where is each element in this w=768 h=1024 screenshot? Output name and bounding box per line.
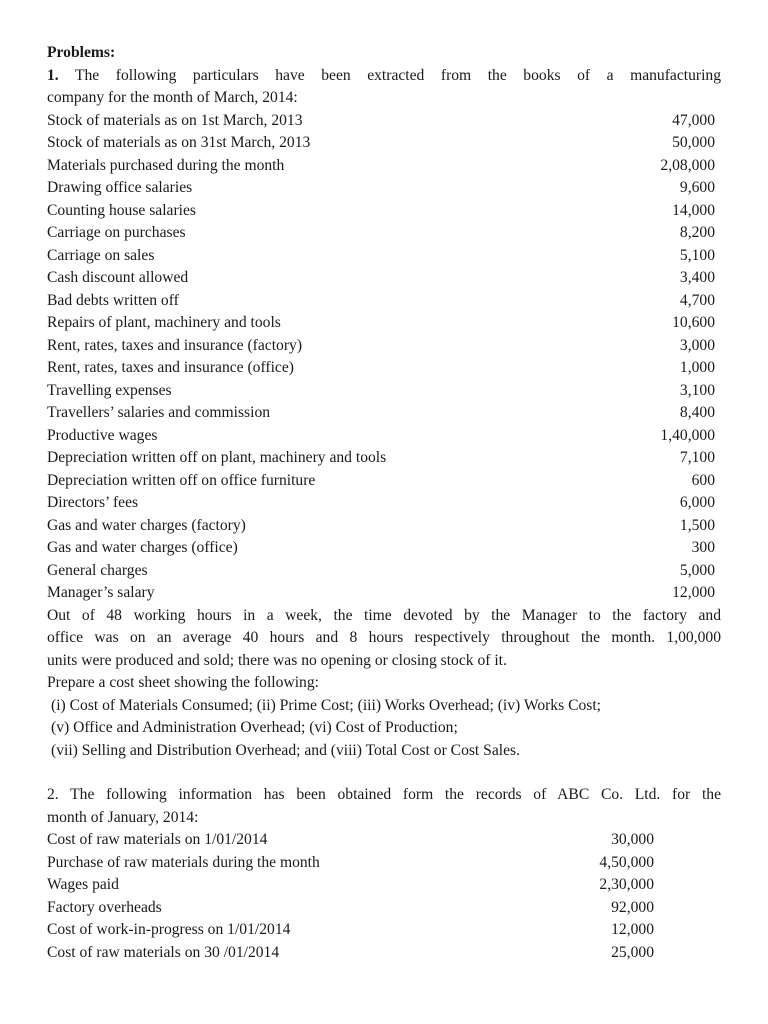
item-label: Stock of materials as on 31st March, 2013 <box>47 134 311 151</box>
list-item <box>47 402 721 425</box>
item-label: Drawing office salaries <box>47 179 193 196</box>
item-value: 6,000 <box>679 494 715 511</box>
list-item <box>47 335 721 358</box>
item-label: Travellers’ salaries and commission <box>47 404 271 421</box>
problem1-intro-line1 <box>47 65 721 88</box>
item-value: 12,000 <box>611 921 654 938</box>
item-value: 30,000 <box>611 831 654 848</box>
item-label: Stock of materials as on 1st March, 2013 <box>47 111 303 129</box>
item-value: 47,000 <box>672 111 715 129</box>
item-value: 50,000 <box>672 134 715 151</box>
item-label: General charges <box>47 561 148 579</box>
list-item <box>47 560 721 583</box>
problem1-note-line2: office was on an average 40 hours and 8 hours respectively throughout the month. 1,00,000 <box>47 629 721 646</box>
item-value: 600 <box>691 471 715 489</box>
item-value: 3,400 <box>679 269 715 286</box>
document-page <box>47 42 721 964</box>
list-item <box>47 470 721 493</box>
list-item <box>47 200 721 223</box>
item-value: 1,500 <box>679 516 715 534</box>
list-item <box>47 380 721 403</box>
item-value: 2,30,000 <box>599 876 654 893</box>
problem1-prepare: Prepare a cost sheet showing the following: <box>47 674 319 691</box>
list-item <box>47 155 721 178</box>
item-label: Bad debts written off <box>47 291 179 309</box>
list-item <box>47 582 721 605</box>
item-value: 4,700 <box>679 291 715 309</box>
item-label: Cost of work-in-progress on 1/01/2014 <box>47 921 291 938</box>
item-label: Cost of raw materials on 30 /01/2014 <box>47 943 280 961</box>
item-value: 1,000 <box>679 359 715 376</box>
item-label: Carriage on sales <box>47 246 155 264</box>
list-item <box>47 919 721 942</box>
list-item <box>47 110 721 133</box>
item-value: 9,600 <box>679 179 715 196</box>
item-label: Counting house salaries <box>47 201 196 219</box>
item-value: 2,08,000 <box>660 156 715 174</box>
item-label: Cash discount allowed <box>47 269 189 286</box>
list-item <box>47 290 721 313</box>
list-item <box>47 222 721 245</box>
item-label: Travelling expenses <box>47 381 172 399</box>
list-item <box>47 357 721 380</box>
item-label: Rent, rates, taxes and insurance (office) <box>47 359 294 376</box>
item-value: 14,000 <box>672 201 715 219</box>
item-value: 25,000 <box>611 943 654 961</box>
list-item <box>47 874 721 897</box>
item-value: 8,200 <box>679 224 715 241</box>
item-label: Materials purchased during the month <box>47 156 285 174</box>
problem1-item-list <box>47 110 721 605</box>
requirement-line: (v) Office and Administration Overhead; (vi) Cost of Production; <box>51 719 458 736</box>
problem1-intro-line2: company for the month of March, 2014: <box>47 89 298 106</box>
item-label: Depreciation written off on office furniture <box>47 471 316 489</box>
item-value: 3,000 <box>679 336 715 354</box>
list-item <box>47 942 721 965</box>
problem1-note-line3: units were produced and sold; there was no opening or closing stock of it. <box>47 651 507 669</box>
list-item <box>47 267 721 290</box>
section-gap <box>47 762 721 784</box>
item-value: 7,100 <box>679 449 715 466</box>
item-label: Gas and water charges (factory) <box>47 516 246 534</box>
problem2-intro-line2: month of January, 2014: <box>47 808 199 826</box>
item-label: Productive wages <box>47 426 158 444</box>
item-value: 8,400 <box>679 404 715 421</box>
requirement-line: (vii) Selling and Distribution Overhead; and (viii) Total Cost or Cost Sales. <box>51 741 520 759</box>
list-item <box>47 312 721 335</box>
item-value: 4,50,000 <box>599 853 654 871</box>
list-item <box>47 852 721 875</box>
item-value: 3,100 <box>679 381 715 399</box>
item-label: Repairs of plant, machinery and tools <box>47 314 281 331</box>
item-value: 300 <box>691 539 715 556</box>
list-item <box>47 897 721 920</box>
problem1-intro-text: The following particulars have been extracted from the books of a manufacturing <box>74 66 721 84</box>
item-value: 5,100 <box>679 246 715 264</box>
problem1-number: 1. <box>47 66 59 84</box>
list-item <box>47 447 721 470</box>
list-item <box>47 245 721 268</box>
item-label: Factory overheads <box>47 898 162 916</box>
problem1-note-line1: Out of 48 working hours in a week, the time devoted by the Manager to the factory and <box>47 606 721 624</box>
problem2-intro-line1: 2. The following information has been obtained form the records of ABC Co. Ltd. for the <box>47 786 721 803</box>
item-value: 10,600 <box>672 314 715 331</box>
list-item <box>47 492 721 515</box>
item-label: Manager’s salary <box>47 584 155 601</box>
item-label: Wages paid <box>47 876 119 893</box>
requirement-line: (i) Cost of Materials Consumed; (ii) Prime Cost; (iii) Works Overhead; (iv) Works Cost; <box>51 696 601 714</box>
item-label: Carriage on purchases <box>47 224 186 241</box>
item-label: Gas and water charges (office) <box>47 539 238 556</box>
item-label: Rent, rates, taxes and insurance (factory) <box>47 336 303 354</box>
list-item <box>47 515 721 538</box>
item-value: 12,000 <box>672 584 715 601</box>
item-label: Directors’ fees <box>47 494 139 511</box>
problem2-item-list <box>47 829 721 964</box>
list-item <box>47 177 721 200</box>
list-item <box>47 132 721 155</box>
list-item <box>47 829 721 852</box>
problems-heading: Problems: <box>47 44 116 61</box>
item-label: Purchase of raw materials during the month <box>47 853 320 871</box>
item-label: Depreciation written off on plant, machinery and tools <box>47 449 387 466</box>
item-label: Cost of raw materials on 1/01/2014 <box>47 831 268 848</box>
item-value: 1,40,000 <box>660 426 715 444</box>
list-item <box>47 425 721 448</box>
item-value: 5,000 <box>679 561 715 579</box>
item-value: 92,000 <box>611 898 654 916</box>
list-item <box>47 537 721 560</box>
